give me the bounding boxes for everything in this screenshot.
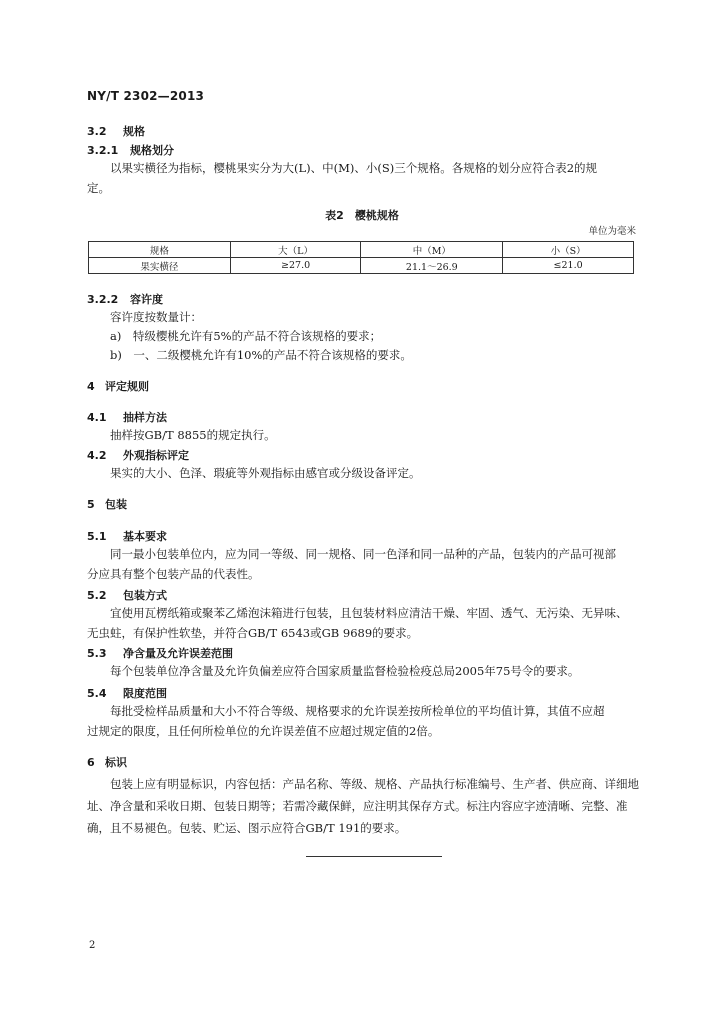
- table-cell: 果实横径: [89, 258, 231, 274]
- table-row: [89, 258, 634, 274]
- section-title: 限度范围: [123, 687, 167, 700]
- end-rule: [306, 856, 442, 857]
- section-number: 3.2.2: [87, 293, 119, 306]
- table-header-row: [89, 242, 634, 258]
- table-header-cell: 规格: [89, 242, 231, 258]
- paragraph-3-2-1-line2: 定。: [87, 181, 110, 195]
- paragraph-4-1: 抽样按GB/T 8855的规定执行。: [110, 428, 276, 442]
- paragraph-5-2-line1: 宜使用瓦楞纸箱或聚苯乙烯泡沫箱进行包装，且包装材料应清洁干燥、牢固、透气、无污染、无异味、: [110, 606, 628, 620]
- section-3-2-2-heading: [87, 291, 163, 307]
- section-5-2-heading: [87, 587, 167, 603]
- page-number: 2: [89, 940, 96, 951]
- section-number: 4.1: [87, 411, 107, 424]
- paragraph-3-2-1-line1: 以果实横径为指标，樱桃果实分为大(L)、中(M)、小(S)三个规格。各规格的划分应符合表2的规: [110, 161, 598, 175]
- table-header-cell: 小（S）: [503, 242, 634, 258]
- paragraph-6-line1: 包装上应有明显标识，内容包括：产品名称、等级、规格、产品执行标准编号、生产者、供应商、详细地: [110, 777, 639, 791]
- paragraph-6-line3: 确，且不易褪色。包装、贮运、图示应符合GB/T 191的要求。: [87, 821, 407, 835]
- paragraph-5-4-line2: 过规定的限度，且任何所检单位的允许误差值不应超过规定值的2倍。: [87, 724, 440, 738]
- section-title: 包装方式: [123, 589, 167, 602]
- section-number: 5.3: [87, 647, 107, 660]
- paragraph-5-1-line1: 同一最小包装单位内，应为同一等级、同一规格、同一色泽和同一品种的产品，包装内的产品可视部: [110, 547, 616, 561]
- paragraph-5-1-line2: 分应具有整个包装产品的代表性。: [87, 567, 260, 581]
- paragraph-5-3: 每个包装单位净含量及允许负偏差应符合国家质量监督检验检疫总局2005年75号令的要求。: [110, 664, 580, 678]
- list-item-a: a) 特级樱桃允许有5%的产品不符合该规格的要求；: [110, 329, 382, 343]
- section-title: 规格划分: [130, 144, 174, 157]
- section-title: 抽样方法: [123, 411, 167, 424]
- table-unit: 单位为毫米: [588, 226, 636, 237]
- section-4-1-heading: [87, 409, 167, 425]
- section-title: 标识: [105, 756, 127, 769]
- table-header-cell: 大（L）: [230, 242, 361, 258]
- section-6-heading: [87, 754, 127, 770]
- section-5-4-heading: [87, 685, 167, 701]
- section-3-2-1-heading: [87, 142, 174, 158]
- paragraph-5-2-line2: 无虫蛀，有保护性软垫，并符合GB/T 6543或GB 9689的要求。: [87, 626, 419, 640]
- section-number: 4: [87, 380, 95, 393]
- section-number: 5.2: [87, 589, 107, 602]
- paragraph-6-line2: 址、净含量和采收日期、包装日期等；若需冷藏保鲜，应注明其保存方式。标注内容应字迹清晰、完整、准: [87, 799, 628, 813]
- spec-table: [88, 241, 634, 274]
- section-title: 基本要求: [123, 530, 167, 543]
- standard-header: NY/T 2302—2013: [87, 89, 205, 103]
- section-5-1-heading: [87, 528, 167, 544]
- section-5-3-heading: [87, 645, 233, 661]
- section-4-heading: [87, 378, 149, 394]
- section-number: 5: [87, 498, 95, 511]
- section-number: 5.4: [87, 687, 107, 700]
- section-number: 5.1: [87, 530, 107, 543]
- section-title: 净含量及允许误差范围: [123, 647, 233, 660]
- table-caption: 表2 樱桃规格: [325, 209, 399, 222]
- list-item-b: b) 一、二级樱桃允许有10%的产品不符合该规格的要求。: [110, 348, 412, 362]
- paragraph-5-4-line1: 每批受检样品质量和大小不符合等级、规格要求的允许误差按所检单位的平均值计算，其值不应超: [110, 704, 605, 718]
- section-number: 3.2.1: [87, 144, 119, 157]
- table-cell: ≥27.0: [230, 258, 361, 274]
- table-header-cell: 中（M）: [361, 242, 503, 258]
- section-title: 外观指标评定: [123, 449, 189, 462]
- section-number: 4.2: [87, 449, 107, 462]
- section-number: 6: [87, 756, 95, 769]
- paragraph-3-2-2-intro: 容许度按数量计：: [110, 310, 202, 324]
- section-number: 3.2: [87, 125, 107, 138]
- section-3-2-heading: [87, 123, 145, 139]
- section-title: 容许度: [130, 293, 163, 306]
- section-4-2-heading: [87, 447, 189, 463]
- section-title: 评定规则: [105, 380, 149, 393]
- section-5-heading: [87, 496, 127, 512]
- section-title: 规格: [123, 125, 145, 138]
- paragraph-4-2: 果实的大小、色泽、瑕疵等外观指标由感官或分级设备评定。: [110, 466, 421, 480]
- section-title: 包装: [105, 498, 127, 511]
- table-cell: 21.1～26.9: [361, 258, 503, 274]
- table-cell: ≤21.0: [503, 258, 634, 274]
